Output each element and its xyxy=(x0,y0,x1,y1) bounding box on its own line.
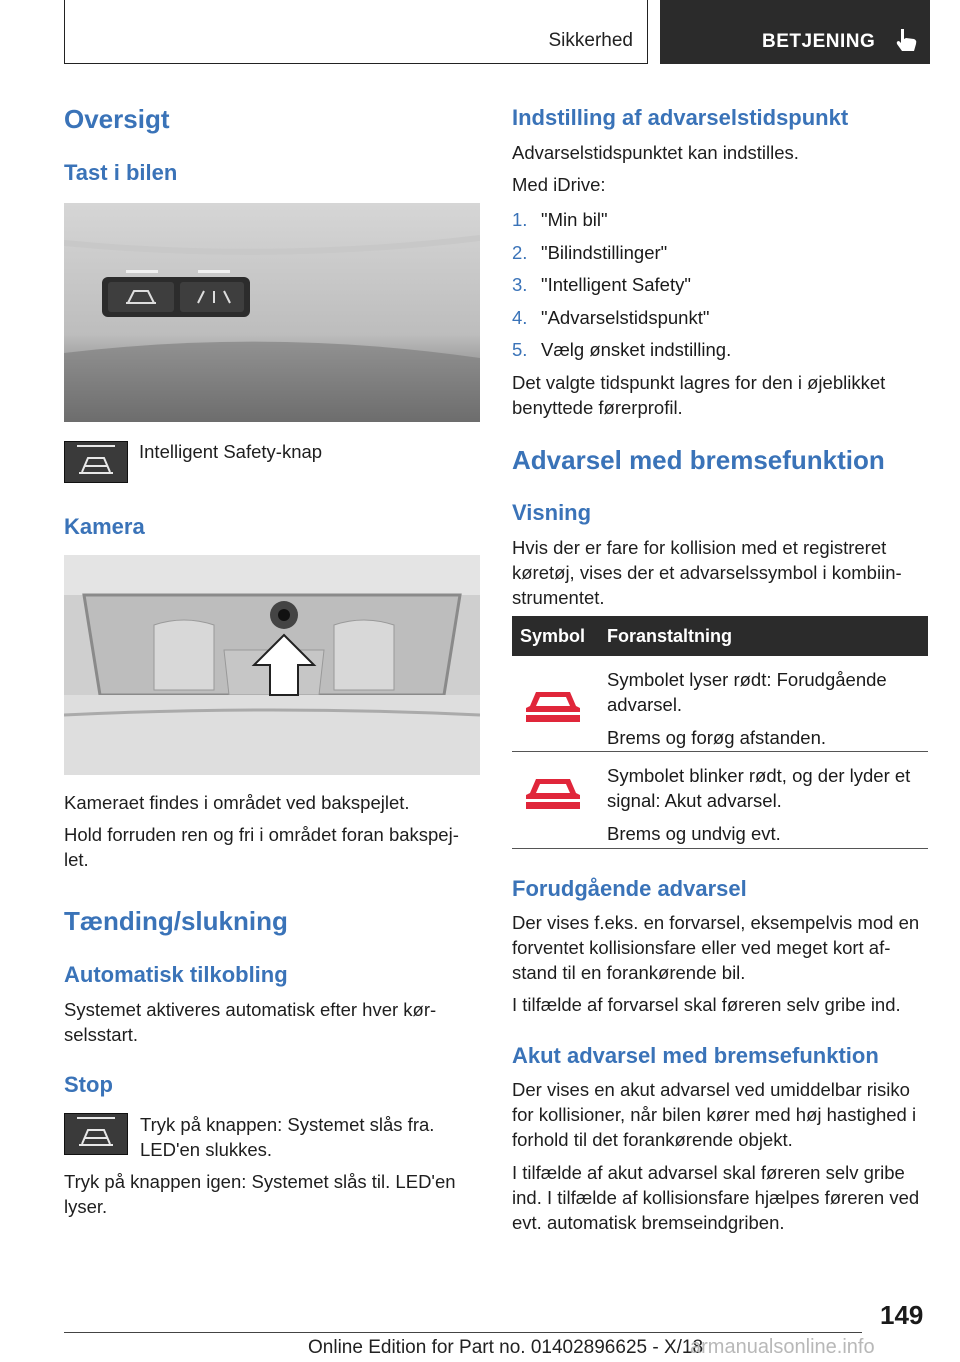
list-item: 3. "Intelligent Safety" xyxy=(512,274,691,295)
header-chapter-title: BETJENING xyxy=(762,31,876,52)
pointing-hand-icon xyxy=(892,26,920,54)
heading-on-off: Tænding/slukning xyxy=(64,906,288,936)
setting-text-1: Advarselstidspunktet kan indstilles. xyxy=(512,142,799,163)
heading-button-in-car: Tast i bilen xyxy=(64,160,178,185)
header-chapter-tab xyxy=(660,0,930,64)
photo-console-buttons xyxy=(64,203,480,422)
table-row xyxy=(512,656,928,752)
intelligent-safety-button-icon-2 xyxy=(64,1113,128,1155)
row1-line2: advarsel. xyxy=(607,694,683,715)
acute-text-1a: Der vises en akut advarsel ved umiddelbar risiko xyxy=(512,1079,910,1100)
setting-text-2: Med iDrive: xyxy=(512,174,606,195)
button-caption: Intelligent Safety-knap xyxy=(139,441,323,462)
acute-text-2c: evt. automatisk bremseindgriben. xyxy=(512,1212,785,1233)
intelligent-safety-button-icon xyxy=(64,441,128,483)
heading-pre-warning: Forudgående advarsel xyxy=(512,876,747,901)
heading-overview: Oversigt xyxy=(64,104,170,134)
heading-warning-time-setting: Indstilling af advarselstidspunkt xyxy=(512,105,849,130)
stop-text-a: Tryk på knappen igen: Systemet slås til. LED'en xyxy=(64,1171,456,1192)
pre-text-2: I tilfælde af forvarsel skal føreren selv gribe ind. xyxy=(512,994,901,1015)
acute-text-2b: ind. I tilfælde af kollisionsfare hjælpes føreren ved xyxy=(512,1187,920,1208)
page-number: 149 xyxy=(880,1300,924,1330)
heading-camera: Kamera xyxy=(64,514,145,539)
list-item: 4. "Advarselstidspunkt" xyxy=(512,306,710,328)
red-car-warning-icon xyxy=(522,775,584,815)
watermark: armanualsonline.info xyxy=(690,1336,875,1358)
setting-text-3b: benyttede førerprofil. xyxy=(512,397,683,418)
footer-edition: Online Edition for Part no. 01402896625 - X/18 xyxy=(308,1337,704,1358)
pre-text-1b: forventet kollisionsfare eller ved meget kort af‐ xyxy=(512,937,891,958)
table-row xyxy=(512,752,928,849)
header-section-title: Sikkerhed xyxy=(548,30,633,51)
list-item: 1. "Min bil" xyxy=(512,209,608,230)
automatic-text-b: selsstart. xyxy=(64,1024,139,1045)
heading-stop: Stop xyxy=(64,1072,113,1097)
acute-text-1b: for kollisioner, når bilen kører med høj hastighed i xyxy=(512,1104,917,1125)
heading-automatic: Automatisk tilkobling xyxy=(64,962,288,987)
pre-text-1c: stand til en forankørende bil. xyxy=(512,962,746,983)
stop-caption-a: Tryk på knappen: Systemet slås fra. xyxy=(140,1114,435,1135)
acute-text-2a: I tilfælde af akut advarsel skal føreren selv gribe xyxy=(512,1162,905,1183)
setting-text-3a: Det valgte tidspunkt lagres for den i øjeblikket xyxy=(512,372,886,393)
row1-line3: Brems og forøg afstanden. xyxy=(607,727,827,748)
stop-text-b: lyser. xyxy=(64,1196,108,1217)
camera-text-1: Kameraet findes i området ved bakspejlet. xyxy=(64,792,410,813)
heading-display: Visning xyxy=(512,500,592,525)
list-item: 5. Vælg ønsket indstilling. xyxy=(512,339,732,360)
heading-acute-warning: Akut advarsel med bremsefunktion xyxy=(512,1043,879,1068)
red-car-warning-icon xyxy=(522,688,584,728)
acute-text-1c: forhold til det forankørende objekt. xyxy=(512,1129,793,1150)
camera-text-2b: let. xyxy=(64,849,89,870)
pre-text-1a: Der vises f.eks. en forvarsel, eksempelvis mod en xyxy=(512,912,920,933)
automatic-text-a: Systemet aktiveres automatisk efter hver kør‐ xyxy=(64,999,437,1020)
display-text-c: strumentet. xyxy=(512,587,605,608)
footer-divider xyxy=(64,1332,862,1333)
row2-line2: signal: Akut advarsel. xyxy=(607,790,782,811)
row2-line3: Brems og undvig evt. xyxy=(607,823,781,844)
display-text-b: køretøj, vises der et advarselssymbol i kombiin‐ xyxy=(512,562,902,583)
display-text-a: Hvis der er fare for kollision med et registreret xyxy=(512,537,887,558)
stop-caption-b: LED'en slukkes. xyxy=(140,1139,273,1160)
photo-camera-location xyxy=(64,555,480,775)
table-header xyxy=(512,616,928,656)
list-item: 2. "Bilindstillinger" xyxy=(512,241,668,263)
header-section-tab xyxy=(64,0,648,64)
row2-line1: Symbolet blinker rødt, og der lyder et xyxy=(607,765,911,786)
row1-line1: Symbolet lyser rødt: Forudgående xyxy=(607,669,887,690)
table-col-symbol: Symbol xyxy=(520,626,586,646)
heading-brake-warning: Advarsel med bremsefunktion xyxy=(512,445,885,475)
idrive-steps-list xyxy=(512,207,731,370)
symbol-table xyxy=(512,616,928,849)
table-col-action: Foranstaltning xyxy=(607,626,732,646)
camera-text-2a: Hold forruden ren og fri i området foran bakspej‐ xyxy=(64,824,459,845)
